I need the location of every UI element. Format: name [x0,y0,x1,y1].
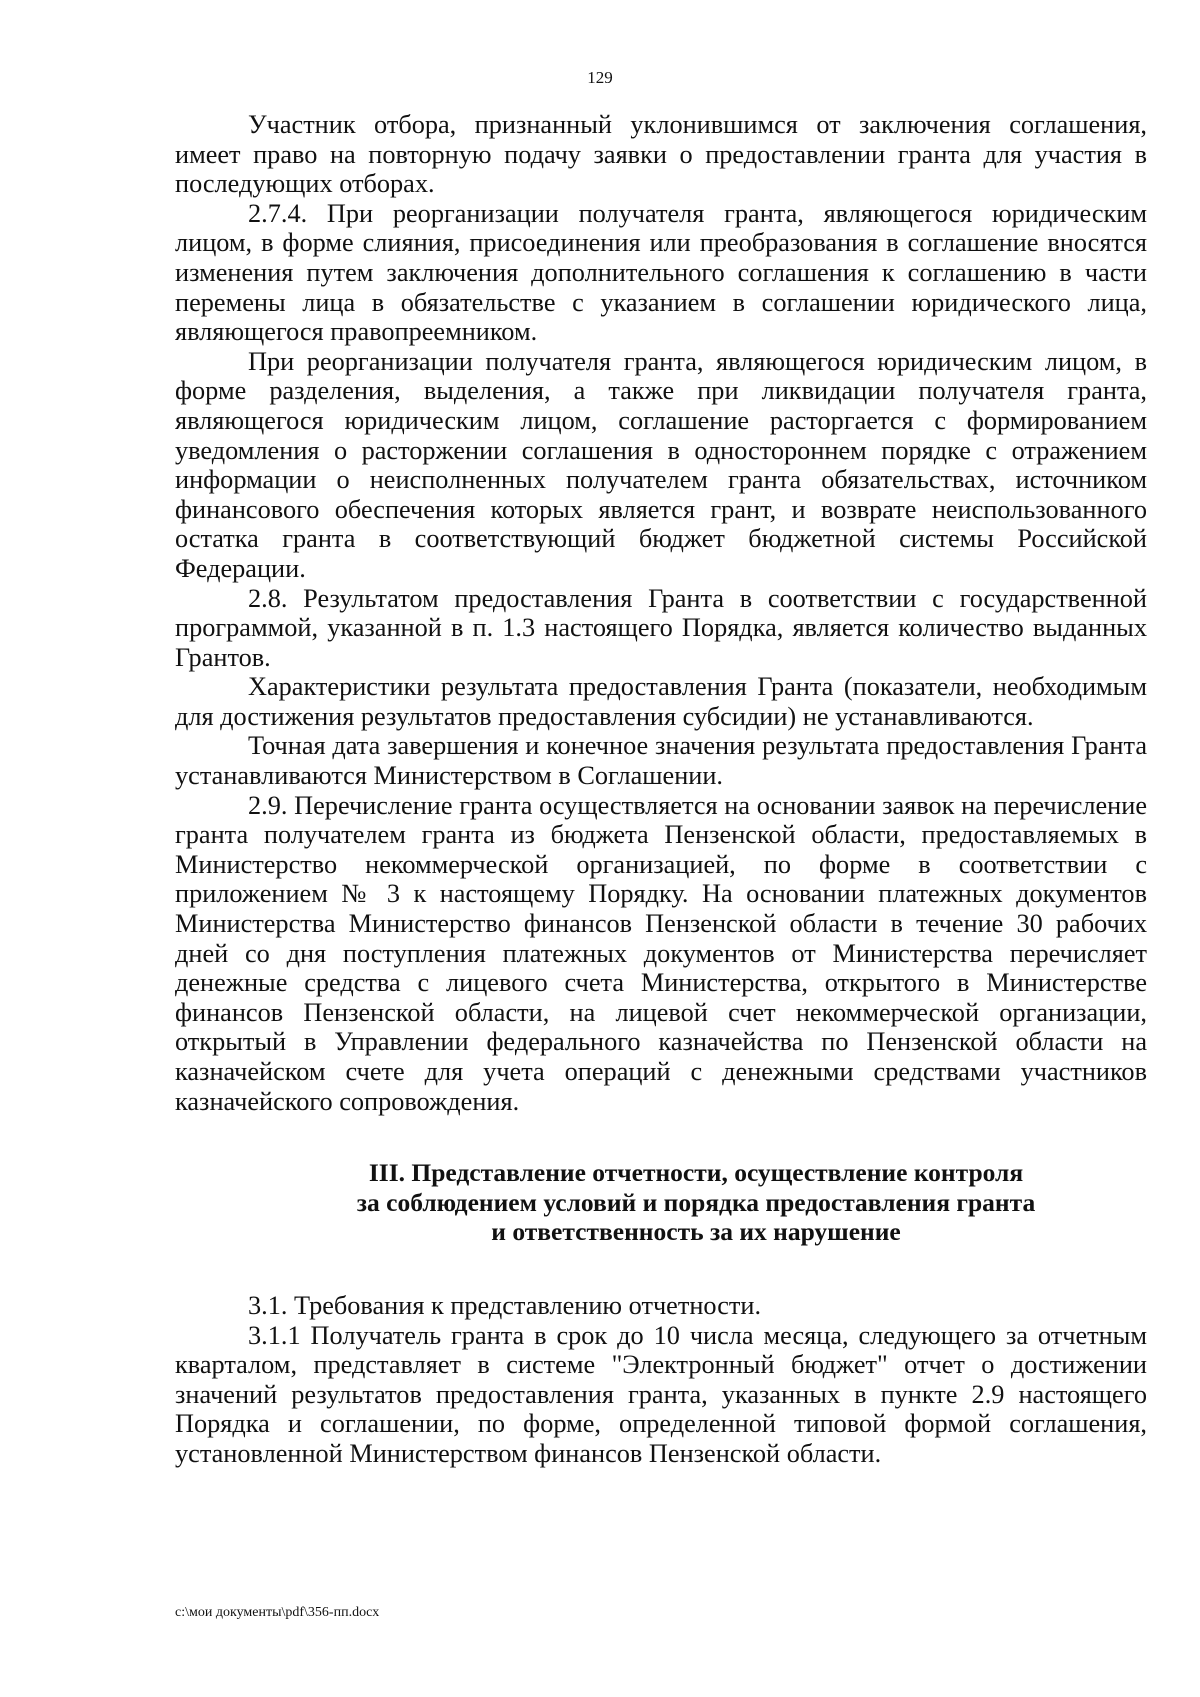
footer-file-path: c:\мои документы\pdf\356-пп.docx [175,1605,380,1620]
paragraph-2-8: 2.8. Результатом предоставления Гранта в соответствии с государственной программой, указанной в п. 1.3 настоящего Порядка, является количество выданных Грантов. [175,583,1147,672]
paragraph-participant-evasion: Участник отбора, признанный уклонившимся от заключения соглашения, имеет право на повторную подачу заявки о предоставлении гранта для участия в последующих отборах. [175,110,1147,199]
section-heading-line: за соблюдением условий и порядка предоставления гранта [356,1187,1036,1217]
paragraph-2-7-4: 2.7.4. При реорганизации получателя гранта, являющегося юридическим лицом, в форме слияния, присоединения или преобразования в соглашение вносятся изменения путем заключения дополнительного соглашения к соглашению в части перемены лица в обязательстве с указанием в соглашении юридического лица, являющегося правопреемником. [175,198,1147,347]
section-heading-iii [175,1158,1147,1247]
paragraph-reorganization-termination: При реорганизации получателя гранта, являющегося юридическим лицом, в форме разделения, выделения, а также при ликвидации получателя гранта, являющегося юридическим лицом, соглашение расторгается с формированием уведомления о расторжении соглашения в одностороннем порядке с отражением информации о неисполненных получателем гранта обязательствах, источником финансового обеспечения которых является грант, и возврате неиспользованного остатка гранта в соответствующий бюджет бюджетной системы Российской Федерации. [175,346,1147,583]
paragraph-result-characteristics: Характеристики результата предоставления Гранта (показатели, необходимым для достижения результатов предоставления субсидии) не устанавливаются. [175,672,1147,731]
paragraph-3-1: 3.1. Требования к представлению отчетности. [248,1290,762,1320]
document-body [175,110,1147,1469]
paragraph-2-9: 2.9. Перечисление гранта осуществляется на основании заявок на перечисление гранта получателем гранта из бюджета Пензенской области, предоставляемых в Министерство некоммерческой организацией, по форме в соответствии с приложением № 3 к настоящему Порядку. На основании платежных документов Министерства Министерство финансов Пензенской области в течение 30 рабочих дней со дня поступления платежных документов от Министерства перечисляет денежные средства с лицевого счета Министерства, открытого в Министерстве финансов Пензенской области, на лицевой счет некоммерческой организации, открытый в Управлении федерального казначейства по Пензенской области на казначейском счете для учета операций с денежными средствами участников казначейского сопровождения. [175,790,1147,1116]
section-heading-line: и ответственность за их нарушение [491,1217,901,1247]
paragraph-3-1-1: 3.1.1 Получатель гранта в срок до 10 числа месяца, следующего за отчетным кварталом, представляет в системе "Электронный бюджет" отчет о достижении значений результатов предоставления гранта, указанных в пункте 2.9 настоящего Порядка и соглашении, по форме, определенной типовой формой соглашения, установленной Министерством финансов Пензенской области. [175,1320,1147,1468]
page-number: 129 [587,68,613,87]
section-heading-line: III. Представление отчетности, осуществление контроля [368,1158,1024,1188]
paragraph-result-date: Точная дата завершения и конечное значения результата предоставления Гранта устанавливаются Министерством в Соглашении. [175,731,1147,791]
